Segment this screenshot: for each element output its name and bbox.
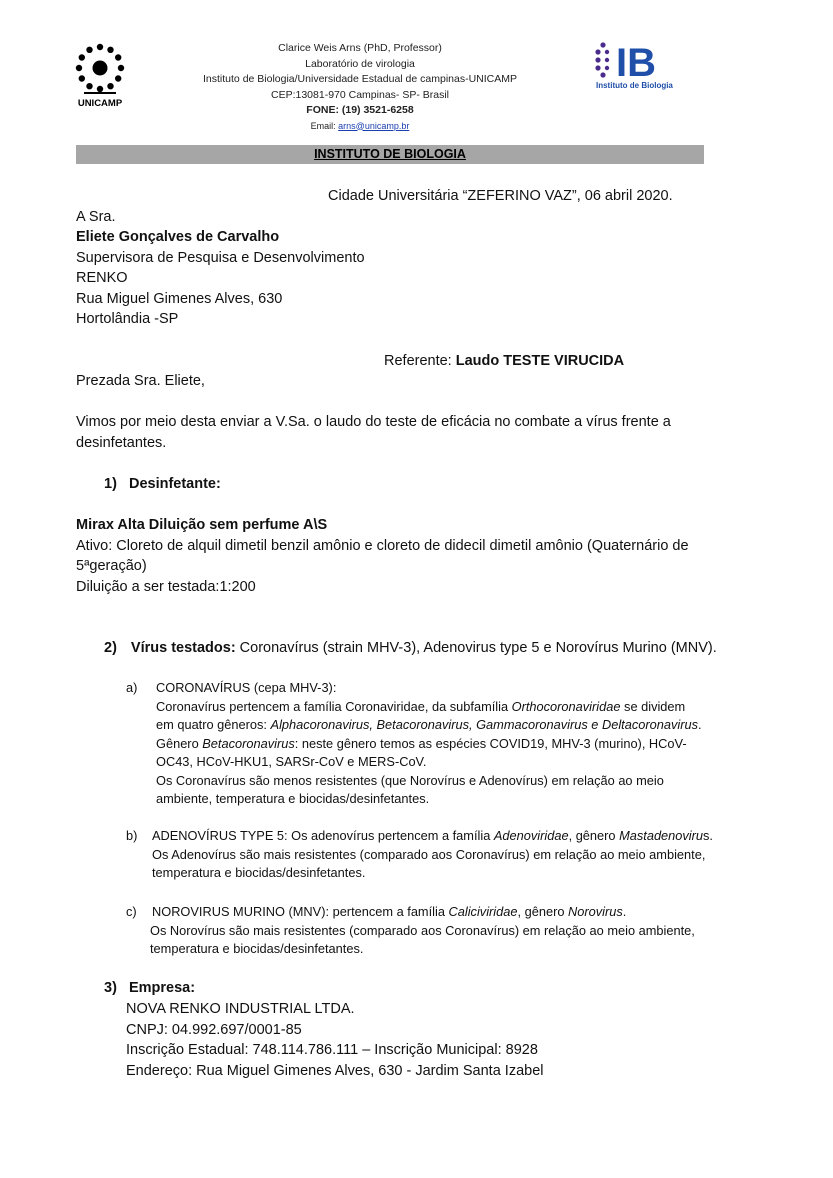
ib-logo	[594, 38, 686, 92]
product-name: Mirax Alta Diluição sem perfume A\S	[76, 517, 328, 533]
item-b-line-1: ADENOVÍRUS TYPE 5: Os adenovírus pertencem a família Adenoviridae, gênero Mastadenovirus.	[152, 828, 713, 843]
item-a-marker: a)	[126, 680, 138, 695]
item-c-line-1: NOROVIRUS MURINO (MNV): pertencem a família Caliciviridae, gênero Norovirus.	[152, 904, 627, 919]
section-3-heading: 3) Empresa:	[104, 980, 196, 996]
recipient-street: Rua Miguel Gimenes Alves, 630	[76, 291, 283, 307]
section-1-heading: 1) Desinfetante:	[104, 476, 221, 492]
section-2-number: 2)	[104, 640, 117, 656]
email-line	[160, 119, 560, 135]
recipient-company: RENKO	[76, 270, 128, 286]
phone-line: FONE: (19) 3521-6258	[306, 104, 414, 116]
company-address: Endereço: Rua Miguel Gimenes Alves, 630 - Jardim Santa Izabel	[126, 1063, 544, 1079]
item-a-line-2: em quatro gêneros: Alphacoronavirus, Betacoronavirus, Gammacoronavirus e Deltacoronavirus.	[156, 717, 702, 732]
item-c-line-2: Os Norovírus são mais resistentes (comparado aos Coronavírus) em relação ao meio ambiente,	[150, 923, 695, 938]
recipient-salutation: A Sra.	[76, 209, 116, 225]
item-a-line-6: ambiente, temperatura e biocidas/desinfetantes.	[156, 791, 430, 806]
item-a-line-4: OC43, HCoV-HKU1, SARSr-CoV e MERS-CoV.	[156, 754, 427, 769]
dilution-line: Diluição a ser testada:1:200	[76, 579, 256, 595]
company-cnpj: CNPJ: 04.992.697/0001-85	[126, 1022, 302, 1038]
item-b-line-3: temperatura e biocidas/desinfetantes.	[152, 865, 366, 880]
greeting: Prezada Sra. Eliete,	[76, 373, 205, 389]
section-2-label: Vírus testados:	[130, 640, 236, 656]
date-line: Cidade Universitária “ZEFERINO VAZ”, 06 abril 2020.	[328, 188, 673, 204]
section-2-text: Coronavírus (strain MHV-3), Adenovirus type 5 e Norovírus Murino (MNV).	[235, 640, 717, 656]
item-b-line-2: Os Adenovírus são mais resistentes (comparado aos Coronavírus) em relação ao meio ambiente,	[152, 847, 706, 862]
item-a-title: CORONAVÍRUS (cepa MHV-3):	[156, 680, 337, 695]
item-a-line-5: Os Coronavírus são menos resistentes (que Norovírus e Adenovírus) em relação ao meio	[156, 773, 664, 788]
author-line: Clarice Weis Arns (PhD, Professor)	[278, 42, 442, 54]
recipient-city: Hortolândia -SP	[76, 311, 179, 327]
section-2-line	[104, 638, 717, 659]
item-a-line-3: Gênero Betacoronavirus: neste gênero temos as espécies COVID19, MHV-3 (murino), HCoV-	[156, 736, 687, 751]
unicamp-logo-text: UNICAMP	[77, 98, 123, 109]
reference-line	[384, 351, 624, 372]
ib-logo-letters: IB	[616, 41, 656, 85]
cep-line: CEP:13081-970 Campinas- SP- Brasil	[271, 88, 449, 101]
recipient-role: Supervisora de Pesquisa e Desenvolvimento	[76, 250, 365, 266]
company-name: NOVA RENKO INDUSTRIAL LTDA.	[126, 1001, 355, 1017]
email-label: Email:	[310, 120, 336, 131]
intro-line-2: desinfetantes.	[76, 435, 167, 451]
item-c-marker: c)	[126, 904, 137, 919]
recipient-name: Eliete Gonçalves de Carvalho	[76, 229, 280, 245]
institute-line: Instituto de Biologia/Universidade Estadual de campinas-UNICAMP	[203, 73, 517, 85]
active-line-1: Ativo: Cloreto de alquil dimetil benzil amônio e cloreto de didecil dimetil amônio (Quaternário de	[76, 538, 689, 554]
ib-logo-subtitle: Instituto de Biologia	[596, 81, 673, 90]
company-registrations: Inscrição Estadual: 748.114.786.111 – Inscrição Municipal: 8928	[126, 1042, 538, 1058]
item-b-marker: b)	[126, 828, 138, 843]
banner-text: INSTITUTO DE BIOLOGIA	[314, 147, 466, 161]
lab-line: Laboratório de virologia	[305, 57, 415, 70]
item-c-line-3: temperatura e biocidas/desinfetantes.	[150, 941, 364, 956]
reference-value: Laudo TESTE VIRUCIDA	[455, 353, 625, 369]
institute-banner	[76, 145, 704, 164]
unicamp-logo	[62, 40, 138, 112]
intro-line-1: Vimos por meio desta enviar a V.Sa. o laudo do teste de eficácia no combate a vírus frente a	[76, 414, 671, 430]
email-link[interactable]: arns@unicamp.br	[338, 120, 410, 131]
item-a-line-1: Coronavírus pertencem a família Coronaviridae, da subfamília Orthocoronaviridae se dividem	[156, 699, 686, 714]
active-line-2: 5ªgeração)	[76, 558, 147, 574]
letterhead	[160, 41, 560, 134]
reference-label: Referente:	[384, 353, 456, 369]
